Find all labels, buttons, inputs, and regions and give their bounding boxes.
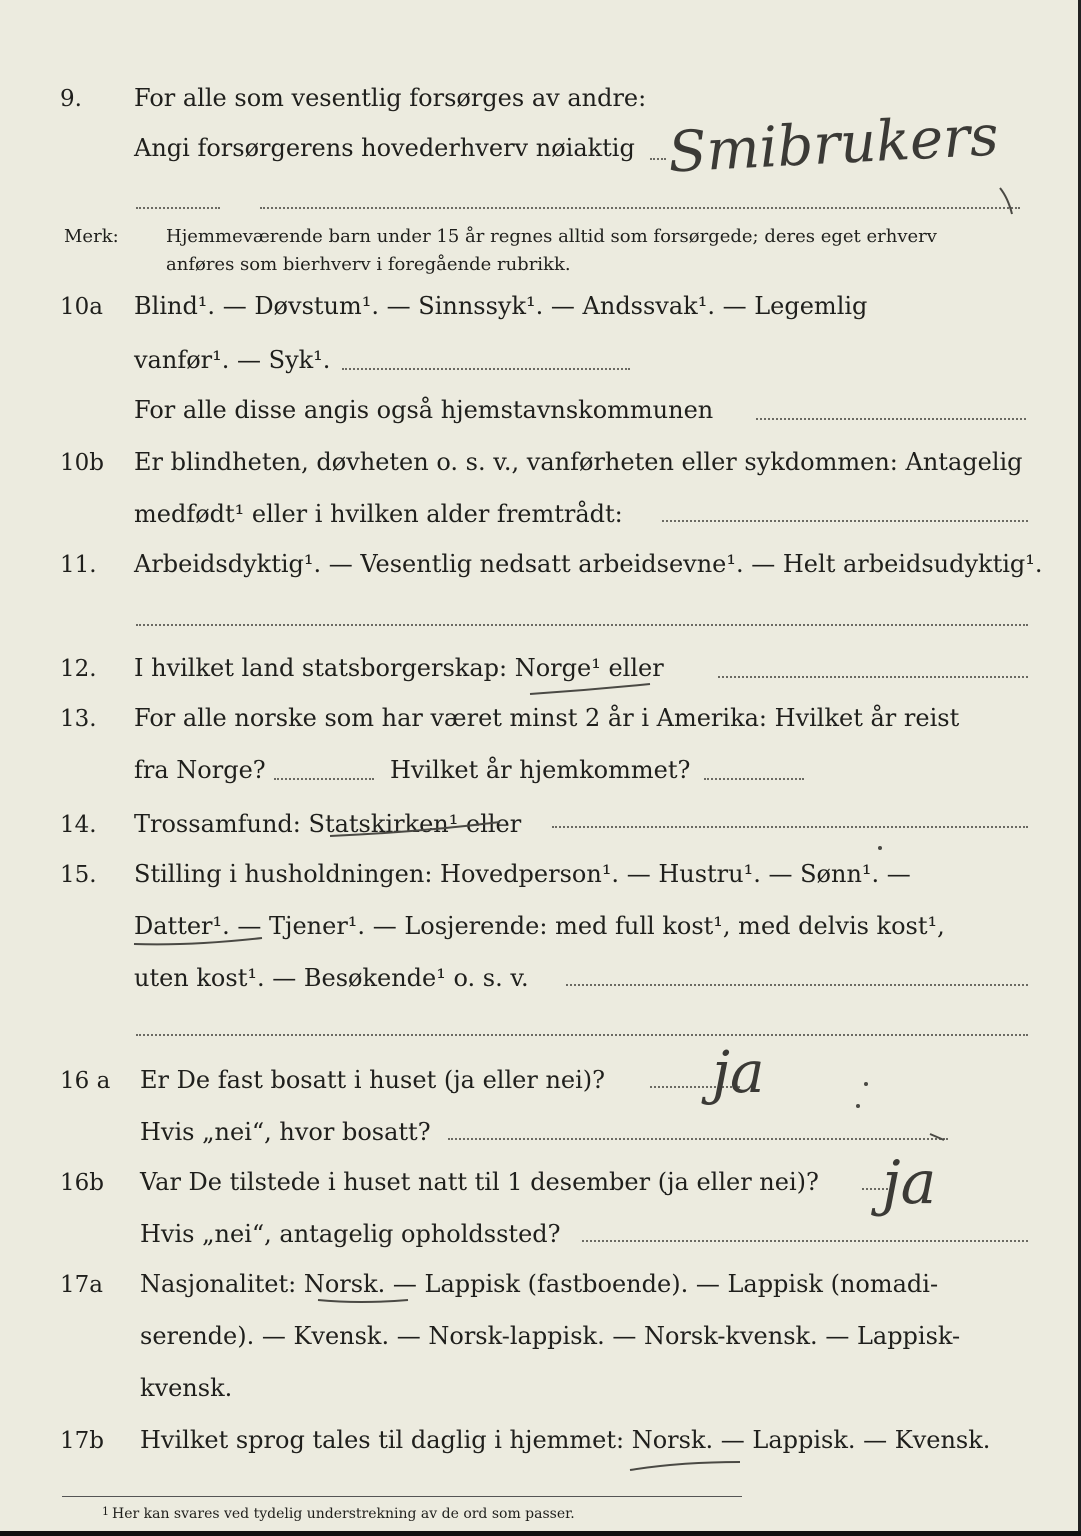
q14-line1: Trossamfund: Statskirken¹ eller xyxy=(134,810,522,838)
q9-line2: Angi forsørgerens hovederhverv nøiaktig xyxy=(134,134,635,162)
underline-norsk-17a xyxy=(318,1300,408,1302)
q13-line1: For alle norske som har været minst 2 år i Amerika: Hvilket år reist xyxy=(134,704,960,732)
q16a-handwritten-answer: ja xyxy=(712,1038,765,1106)
merk-label: Merk: xyxy=(64,226,119,247)
q16a-line2: Hvis „nei“, hvor bosatt? xyxy=(140,1118,431,1146)
ink-mark xyxy=(930,1134,944,1140)
q15-line3: uten kost¹. — Besøkende¹ o. s. v. xyxy=(134,964,529,992)
q16b-line1: Var De tilstede i huset natt til 1 desember (ja eller nei)? xyxy=(140,1168,819,1196)
q16b-number: 16b xyxy=(60,1170,104,1196)
q10a-line3: For alle disse angis også hjemstavnskommunen xyxy=(134,396,714,424)
q10b-line1: Er blindheten, døvheten o. s. v., vanførheten eller sykdommen: Antagelig xyxy=(134,448,1023,476)
merk-line1: Hjemmeværende barn under 15 år regnes alltid som forsørgede; deres eget erhverv xyxy=(166,226,937,247)
q16a-number: 16 a xyxy=(60,1068,111,1094)
q10a-number: 10a xyxy=(60,294,103,320)
underline-norge xyxy=(530,684,650,694)
q13-number: 13. xyxy=(60,706,97,732)
q17b-number: 17b xyxy=(60,1428,104,1454)
q10a-line1: Blind¹. — Døvstum¹. — Sinnssyk¹. — Andssvak¹. — Legemlig xyxy=(134,292,868,320)
handwriting-tail xyxy=(1000,188,1012,214)
q9-number: 9. xyxy=(60,86,82,112)
q15-line2: Datter¹. — Tjener¹. — Losjerende: med full kost¹, med delvis kost¹, xyxy=(134,912,945,940)
q13-line2b: Hvilket år hjemkommet? xyxy=(390,756,691,784)
q17b-line1: Hvilket sprog tales til daglig i hjemmet: Norsk. — Lappisk. — Kvensk. xyxy=(140,1426,991,1454)
underline-norsk-17b xyxy=(630,1462,740,1470)
footnote-mark: 1 xyxy=(102,1505,109,1518)
page-edge-bottom xyxy=(0,1531,1081,1536)
q17a-line2: serende). — Kvensk. — Norsk-lappisk. — Norsk-kvensk. — Lappisk- xyxy=(140,1322,961,1350)
ink-dot-1 xyxy=(864,1082,868,1086)
q13-line2a: fra Norge? xyxy=(134,756,266,784)
q12-line1: I hvilket land statsborgerskap: Norge¹ eller xyxy=(134,654,664,682)
q15-line1: Stilling i husholdningen: Hovedperson¹. — Hustru¹. — Sønn¹. — xyxy=(134,860,911,888)
q16a-line1: Er De fast bosatt i huset (ja eller nei)? xyxy=(140,1066,606,1094)
q16b-handwritten-answer: ja xyxy=(882,1148,937,1218)
footnote-text: Her kan svares ved tydelig understrekning av de ord som passer. xyxy=(112,1506,575,1522)
ink-dot-2 xyxy=(856,1104,860,1108)
q15-number: 15. xyxy=(60,862,97,888)
q10a-line2: vanfør¹. — Syk¹. xyxy=(134,346,331,374)
ink-dot-3 xyxy=(878,846,882,850)
underline-datter xyxy=(134,938,262,944)
q14-number: 14. xyxy=(60,812,97,838)
q17a-line1: Nasjonalitet: Norsk. — Lappisk (fastboende). — Lappisk (nomadi- xyxy=(140,1270,939,1298)
merk-line2: anføres som bierhverv i foregående rubrikk. xyxy=(166,254,571,275)
q9-handwritten-answer: Smibrukers xyxy=(666,103,1001,186)
q11-line1: Arbeidsdyktig¹. — Vesentlig nedsatt arbeidsevne¹. — Helt arbeidsudyktig¹. xyxy=(134,550,1043,578)
q12-number: 12. xyxy=(60,656,97,682)
q10b-number: 10b xyxy=(60,450,104,476)
q16b-line2: Hvis „nei“, antagelig opholdssted? xyxy=(140,1220,561,1248)
q17a-number: 17a xyxy=(60,1272,103,1298)
q10b-line2: medfødt¹ eller i hvilken alder fremtrådt: xyxy=(134,500,623,528)
q17a-line3: kvensk. xyxy=(140,1374,233,1402)
underline-statskirken xyxy=(330,822,500,836)
q11-number: 11. xyxy=(60,552,97,578)
q9-line1: For alle som vesentlig forsørges av andre: xyxy=(134,84,647,112)
